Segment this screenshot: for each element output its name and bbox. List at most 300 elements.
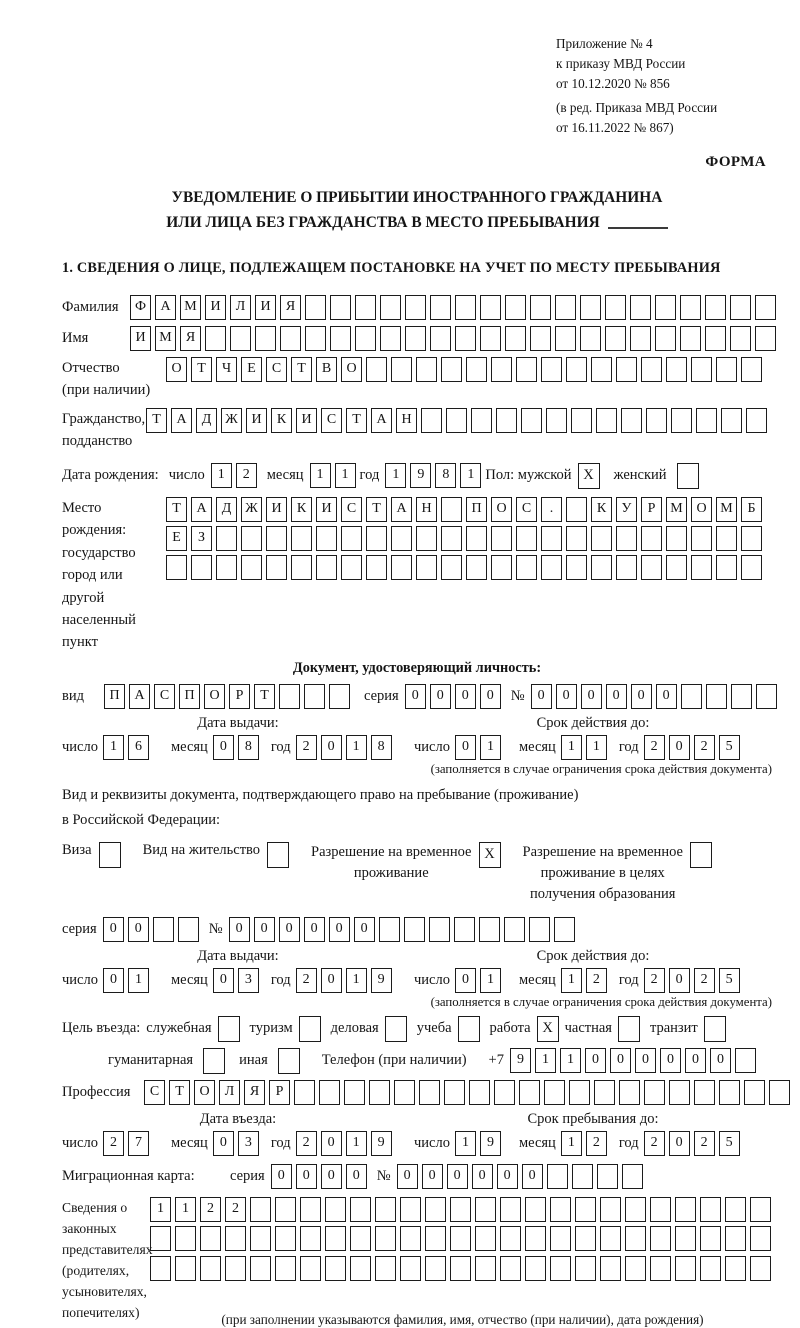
char-cell[interactable] [375, 1197, 396, 1222]
char-cell[interactable]: К [271, 408, 292, 433]
char-cell[interactable] [466, 555, 487, 580]
char-cell[interactable] [691, 357, 712, 382]
char-cell[interactable] [575, 1197, 596, 1222]
char-cell[interactable]: И [246, 408, 267, 433]
char-cell[interactable] [700, 1226, 721, 1251]
char-cell[interactable] [691, 526, 712, 551]
char-cell[interactable] [425, 1197, 446, 1222]
char-cell[interactable] [750, 1256, 771, 1281]
char-cell[interactable] [441, 526, 462, 551]
char-cell[interactable]: 0 [213, 735, 234, 760]
char-cell[interactable] [541, 526, 562, 551]
char-cell[interactable] [305, 326, 326, 351]
char-cell[interactable]: О [204, 684, 225, 709]
char-cell[interactable] [700, 1256, 721, 1281]
char-cell[interactable] [391, 357, 412, 382]
char-cell[interactable] [730, 295, 751, 320]
char-cell[interactable] [716, 357, 737, 382]
char-cell[interactable]: 9 [510, 1048, 531, 1073]
char-cell[interactable]: 0 [397, 1164, 418, 1189]
char-cell[interactable] [572, 1164, 593, 1189]
char-cell[interactable]: 2 [644, 968, 665, 993]
char-cell[interactable] [741, 555, 762, 580]
char-cell[interactable] [696, 408, 717, 433]
char-cell[interactable] [441, 357, 462, 382]
char-cell[interactable] [705, 295, 726, 320]
char-cell[interactable] [616, 555, 637, 580]
char-cell[interactable] [480, 295, 501, 320]
char-cell[interactable]: Ф [130, 295, 151, 320]
char-cell[interactable] [744, 1080, 765, 1105]
char-cell[interactable] [616, 526, 637, 551]
char-cell[interactable] [166, 555, 187, 580]
char-cell[interactable] [241, 526, 262, 551]
char-cell[interactable]: 0 [581, 684, 602, 709]
char-cell[interactable]: 0 [497, 1164, 518, 1189]
char-cell[interactable] [669, 1080, 690, 1105]
char-cell[interactable] [550, 1226, 571, 1251]
char-cell[interactable] [480, 326, 501, 351]
char-cell[interactable] [746, 408, 767, 433]
char-cell[interactable]: 0 [447, 1164, 468, 1189]
char-cell[interactable] [655, 326, 676, 351]
char-cell[interactable] [450, 1226, 471, 1251]
char-cell[interactable] [344, 1080, 365, 1105]
char-cell[interactable]: 0 [455, 968, 476, 993]
char-cell[interactable]: 1 [346, 968, 367, 993]
char-cell[interactable] [750, 1226, 771, 1251]
char-cell[interactable]: 0 [455, 684, 476, 709]
char-cell[interactable] [730, 326, 751, 351]
char-cell[interactable] [675, 1256, 696, 1281]
char-cell[interactable]: О [194, 1080, 215, 1105]
char-cell[interactable]: 2 [644, 735, 665, 760]
char-cell[interactable] [505, 295, 526, 320]
char-cell[interactable] [500, 1226, 521, 1251]
char-cell[interactable]: М [155, 326, 176, 351]
char-cell[interactable]: 8 [371, 735, 392, 760]
char-cell[interactable] [504, 917, 525, 942]
char-cell[interactable]: 9 [480, 1131, 501, 1156]
char-cell[interactable] [550, 1197, 571, 1222]
char-cell[interactable] [755, 326, 776, 351]
char-cell[interactable]: 0 [405, 684, 426, 709]
char-cell[interactable]: 3 [238, 1131, 259, 1156]
char-cell[interactable] [616, 357, 637, 382]
char-cell[interactable]: 2 [694, 735, 715, 760]
char-cell[interactable] [425, 1226, 446, 1251]
char-cell[interactable]: 1 [561, 735, 582, 760]
char-cell[interactable] [706, 684, 727, 709]
char-cell[interactable] [641, 526, 662, 551]
char-cell[interactable] [316, 526, 337, 551]
char-cell[interactable]: 0 [354, 917, 375, 942]
char-cell[interactable]: 0 [480, 684, 501, 709]
char-cell[interactable] [516, 357, 537, 382]
char-cell[interactable]: У [616, 497, 637, 522]
char-cell[interactable] [650, 1197, 671, 1222]
char-cell[interactable] [455, 295, 476, 320]
char-cell[interactable] [605, 295, 626, 320]
char-cell[interactable] [580, 295, 601, 320]
char-cell[interactable] [400, 1197, 421, 1222]
purpose-transit-checkbox[interactable] [704, 1016, 726, 1042]
char-cell[interactable]: 2 [644, 1131, 665, 1156]
char-cell[interactable]: 5 [719, 968, 740, 993]
char-cell[interactable]: 0 [669, 968, 690, 993]
char-cell[interactable] [575, 1256, 596, 1281]
char-cell[interactable]: Л [230, 295, 251, 320]
gender-male-checkbox[interactable]: X [578, 463, 600, 489]
char-cell[interactable] [329, 684, 350, 709]
char-cell[interactable]: 3 [238, 968, 259, 993]
char-cell[interactable] [525, 1226, 546, 1251]
char-cell[interactable] [250, 1226, 271, 1251]
char-cell[interactable] [394, 1080, 415, 1105]
char-cell[interactable] [319, 1080, 340, 1105]
char-cell[interactable]: 2 [296, 1131, 317, 1156]
char-cell[interactable] [725, 1197, 746, 1222]
char-cell[interactable] [550, 1256, 571, 1281]
char-cell[interactable] [405, 326, 426, 351]
char-cell[interactable] [716, 555, 737, 580]
char-cell[interactable]: К [291, 497, 312, 522]
char-cell[interactable] [391, 526, 412, 551]
char-cell[interactable] [705, 326, 726, 351]
char-cell[interactable] [575, 1226, 596, 1251]
char-cell[interactable] [150, 1226, 171, 1251]
char-cell[interactable]: 0 [710, 1048, 731, 1073]
purpose-tourism-checkbox[interactable] [299, 1016, 321, 1042]
char-cell[interactable]: 1 [460, 463, 481, 488]
char-cell[interactable]: 0 [321, 968, 342, 993]
char-cell[interactable] [316, 555, 337, 580]
char-cell[interactable] [175, 1226, 196, 1251]
char-cell[interactable]: 1 [310, 463, 331, 488]
char-cell[interactable]: С [266, 357, 287, 382]
char-cell[interactable]: Т [169, 1080, 190, 1105]
char-cell[interactable] [675, 1197, 696, 1222]
char-cell[interactable] [694, 1080, 715, 1105]
char-cell[interactable] [250, 1197, 271, 1222]
char-cell[interactable]: Т [346, 408, 367, 433]
char-cell[interactable] [275, 1256, 296, 1281]
char-cell[interactable]: И [266, 497, 287, 522]
char-cell[interactable]: 1 [103, 735, 124, 760]
char-cell[interactable] [641, 357, 662, 382]
char-cell[interactable] [650, 1256, 671, 1281]
char-cell[interactable]: 0 [321, 1131, 342, 1156]
gender-female-checkbox[interactable] [677, 463, 699, 489]
char-cell[interactable] [450, 1197, 471, 1222]
char-cell[interactable]: 2 [103, 1131, 124, 1156]
char-cell[interactable]: А [129, 684, 150, 709]
char-cell[interactable] [741, 526, 762, 551]
char-cell[interactable] [175, 1256, 196, 1281]
char-cell[interactable]: 9 [371, 968, 392, 993]
char-cell[interactable]: Д [216, 497, 237, 522]
char-cell[interactable] [466, 357, 487, 382]
char-cell[interactable]: 1 [480, 968, 501, 993]
char-cell[interactable] [355, 295, 376, 320]
char-cell[interactable]: 0 [128, 917, 149, 942]
char-cell[interactable] [646, 408, 667, 433]
char-cell[interactable]: И [255, 295, 276, 320]
char-cell[interactable] [505, 326, 526, 351]
char-cell[interactable] [421, 408, 442, 433]
char-cell[interactable] [405, 295, 426, 320]
char-cell[interactable] [491, 526, 512, 551]
char-cell[interactable] [325, 1256, 346, 1281]
char-cell[interactable] [494, 1080, 515, 1105]
char-cell[interactable] [521, 408, 542, 433]
char-cell[interactable] [725, 1226, 746, 1251]
char-cell[interactable]: . [541, 497, 562, 522]
char-cell[interactable]: Р [229, 684, 250, 709]
char-cell[interactable] [380, 326, 401, 351]
purpose-other-checkbox[interactable] [278, 1048, 300, 1074]
char-cell[interactable] [450, 1256, 471, 1281]
char-cell[interactable]: 7 [128, 1131, 149, 1156]
char-cell[interactable]: С [516, 497, 537, 522]
char-cell[interactable] [516, 526, 537, 551]
char-cell[interactable] [475, 1197, 496, 1222]
char-cell[interactable] [596, 408, 617, 433]
char-cell[interactable] [419, 1080, 440, 1105]
char-cell[interactable]: Р [641, 497, 662, 522]
char-cell[interactable] [355, 326, 376, 351]
char-cell[interactable]: 0 [556, 684, 577, 709]
char-cell[interactable] [153, 917, 174, 942]
char-cell[interactable] [671, 408, 692, 433]
char-cell[interactable] [625, 1226, 646, 1251]
purpose-official-checkbox[interactable] [218, 1016, 240, 1042]
char-cell[interactable]: 0 [422, 1164, 443, 1189]
char-cell[interactable]: П [466, 497, 487, 522]
char-cell[interactable] [300, 1226, 321, 1251]
char-cell[interactable]: 0 [656, 684, 677, 709]
char-cell[interactable] [446, 408, 467, 433]
char-cell[interactable] [366, 357, 387, 382]
char-cell[interactable] [621, 408, 642, 433]
char-cell[interactable]: 1 [385, 463, 406, 488]
char-cell[interactable]: 0 [472, 1164, 493, 1189]
char-cell[interactable] [416, 357, 437, 382]
char-cell[interactable]: 0 [321, 735, 342, 760]
char-cell[interactable]: 1 [346, 1131, 367, 1156]
char-cell[interactable] [569, 1080, 590, 1105]
char-cell[interactable] [241, 555, 262, 580]
char-cell[interactable] [430, 326, 451, 351]
char-cell[interactable] [541, 357, 562, 382]
char-cell[interactable] [200, 1226, 221, 1251]
char-cell[interactable]: Т [366, 497, 387, 522]
char-cell[interactable] [304, 684, 325, 709]
char-cell[interactable] [597, 1164, 618, 1189]
char-cell[interactable] [566, 357, 587, 382]
char-cell[interactable]: 0 [213, 968, 234, 993]
char-cell[interactable]: 0 [321, 1164, 342, 1189]
char-cell[interactable] [491, 357, 512, 382]
char-cell[interactable]: Я [280, 295, 301, 320]
char-cell[interactable]: 2 [586, 968, 607, 993]
char-cell[interactable] [416, 526, 437, 551]
char-cell[interactable] [605, 326, 626, 351]
char-cell[interactable]: В [316, 357, 337, 382]
char-cell[interactable]: 0 [430, 684, 451, 709]
char-cell[interactable]: 2 [694, 968, 715, 993]
char-cell[interactable] [225, 1256, 246, 1281]
char-cell[interactable]: С [144, 1080, 165, 1105]
char-cell[interactable] [479, 917, 500, 942]
char-cell[interactable] [630, 295, 651, 320]
char-cell[interactable]: 1 [480, 735, 501, 760]
char-cell[interactable] [469, 1080, 490, 1105]
char-cell[interactable] [735, 1048, 756, 1073]
char-cell[interactable] [475, 1256, 496, 1281]
char-cell[interactable]: П [179, 684, 200, 709]
char-cell[interactable]: 1 [455, 1131, 476, 1156]
char-cell[interactable]: О [166, 357, 187, 382]
char-cell[interactable] [216, 555, 237, 580]
char-cell[interactable] [266, 526, 287, 551]
char-cell[interactable]: 1 [175, 1197, 196, 1222]
char-cell[interactable] [216, 526, 237, 551]
char-cell[interactable]: 1 [560, 1048, 581, 1073]
char-cell[interactable]: 0 [606, 684, 627, 709]
char-cell[interactable] [429, 917, 450, 942]
char-cell[interactable] [225, 1226, 246, 1251]
char-cell[interactable] [191, 555, 212, 580]
char-cell[interactable]: 0 [329, 917, 350, 942]
char-cell[interactable] [266, 555, 287, 580]
char-cell[interactable]: С [341, 497, 362, 522]
char-cell[interactable] [471, 408, 492, 433]
char-cell[interactable]: О [491, 497, 512, 522]
char-cell[interactable] [369, 1080, 390, 1105]
purpose-private-checkbox[interactable] [618, 1016, 640, 1042]
char-cell[interactable] [566, 555, 587, 580]
char-cell[interactable] [150, 1256, 171, 1281]
char-cell[interactable] [250, 1256, 271, 1281]
char-cell[interactable] [425, 1256, 446, 1281]
char-cell[interactable] [294, 1080, 315, 1105]
char-cell[interactable] [525, 1197, 546, 1222]
char-cell[interactable]: Т [291, 357, 312, 382]
char-cell[interactable] [400, 1256, 421, 1281]
char-cell[interactable] [750, 1197, 771, 1222]
char-cell[interactable]: 5 [719, 735, 740, 760]
char-cell[interactable]: А [191, 497, 212, 522]
char-cell[interactable] [500, 1256, 521, 1281]
char-cell[interactable]: О [341, 357, 362, 382]
char-cell[interactable]: 0 [279, 917, 300, 942]
char-cell[interactable]: 0 [103, 917, 124, 942]
char-cell[interactable]: 8 [238, 735, 259, 760]
char-cell[interactable] [466, 526, 487, 551]
char-cell[interactable]: П [104, 684, 125, 709]
char-cell[interactable]: 0 [304, 917, 325, 942]
char-cell[interactable]: 6 [128, 735, 149, 760]
char-cell[interactable]: С [154, 684, 175, 709]
char-cell[interactable] [300, 1197, 321, 1222]
char-cell[interactable]: З [191, 526, 212, 551]
char-cell[interactable] [591, 555, 612, 580]
char-cell[interactable]: 8 [435, 463, 456, 488]
char-cell[interactable] [600, 1197, 621, 1222]
char-cell[interactable] [454, 917, 475, 942]
char-cell[interactable]: О [691, 497, 712, 522]
char-cell[interactable] [666, 555, 687, 580]
char-cell[interactable] [681, 684, 702, 709]
char-cell[interactable]: С [321, 408, 342, 433]
char-cell[interactable]: А [371, 408, 392, 433]
char-cell[interactable] [525, 1256, 546, 1281]
char-cell[interactable] [655, 295, 676, 320]
purpose-humanitarian-checkbox[interactable] [203, 1048, 225, 1074]
char-cell[interactable]: 1 [586, 735, 607, 760]
char-cell[interactable] [591, 526, 612, 551]
char-cell[interactable]: 1 [346, 735, 367, 760]
char-cell[interactable] [391, 555, 412, 580]
char-cell[interactable] [325, 1226, 346, 1251]
char-cell[interactable] [600, 1256, 621, 1281]
char-cell[interactable] [330, 295, 351, 320]
char-cell[interactable]: А [171, 408, 192, 433]
char-cell[interactable] [675, 1226, 696, 1251]
char-cell[interactable] [275, 1197, 296, 1222]
char-cell[interactable] [625, 1256, 646, 1281]
char-cell[interactable] [350, 1256, 371, 1281]
char-cell[interactable]: Е [241, 357, 262, 382]
char-cell[interactable]: Т [191, 357, 212, 382]
char-cell[interactable] [541, 555, 562, 580]
char-cell[interactable] [305, 295, 326, 320]
residence-permit-checkbox[interactable] [267, 842, 289, 868]
char-cell[interactable]: 2 [694, 1131, 715, 1156]
char-cell[interactable]: Я [244, 1080, 265, 1105]
char-cell[interactable]: 1 [128, 968, 149, 993]
char-cell[interactable] [530, 295, 551, 320]
char-cell[interactable]: 0 [271, 1164, 292, 1189]
char-cell[interactable]: 0 [522, 1164, 543, 1189]
char-cell[interactable]: 1 [150, 1197, 171, 1222]
char-cell[interactable]: 0 [669, 735, 690, 760]
char-cell[interactable] [404, 917, 425, 942]
char-cell[interactable]: Ж [221, 408, 242, 433]
char-cell[interactable]: 0 [610, 1048, 631, 1073]
char-cell[interactable]: И [296, 408, 317, 433]
char-cell[interactable]: М [716, 497, 737, 522]
char-cell[interactable] [330, 326, 351, 351]
char-cell[interactable]: 2 [296, 735, 317, 760]
char-cell[interactable] [721, 408, 742, 433]
char-cell[interactable]: Н [396, 408, 417, 433]
char-cell[interactable] [622, 1164, 643, 1189]
char-cell[interactable] [594, 1080, 615, 1105]
char-cell[interactable] [444, 1080, 465, 1105]
char-cell[interactable] [731, 684, 752, 709]
char-cell[interactable]: 0 [585, 1048, 606, 1073]
char-cell[interactable] [416, 555, 437, 580]
char-cell[interactable] [455, 326, 476, 351]
char-cell[interactable]: 1 [561, 968, 582, 993]
char-cell[interactable]: Т [166, 497, 187, 522]
char-cell[interactable] [755, 295, 776, 320]
char-cell[interactable] [580, 326, 601, 351]
char-cell[interactable] [491, 555, 512, 580]
char-cell[interactable] [441, 555, 462, 580]
